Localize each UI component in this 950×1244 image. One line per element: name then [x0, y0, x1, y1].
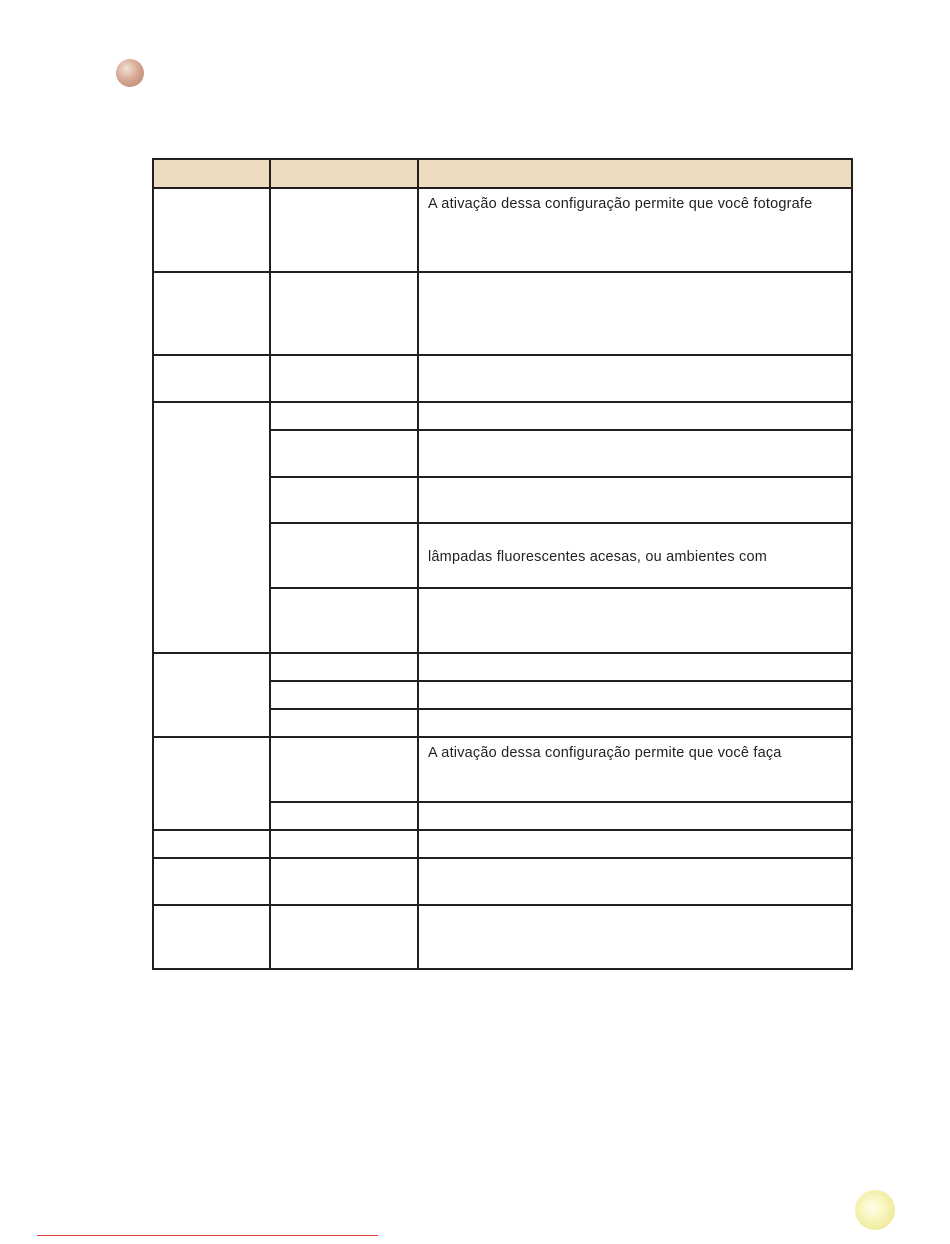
description-text	[428, 431, 851, 438]
header-cell-option	[270, 159, 418, 188]
description-cell	[418, 905, 852, 969]
table-row	[153, 272, 852, 355]
description-text	[428, 831, 851, 838]
description-cell	[418, 858, 852, 905]
option-cell	[270, 802, 418, 830]
description-text	[428, 906, 851, 913]
option-cell	[270, 858, 418, 905]
footer-divider	[37, 1235, 378, 1236]
option-cell	[270, 355, 418, 402]
option-cell	[270, 709, 418, 737]
description-cell	[418, 830, 852, 858]
table-row	[153, 402, 852, 430]
item-cell	[153, 653, 270, 737]
option-cell	[270, 653, 418, 681]
option-cell	[270, 477, 418, 523]
item-cell	[153, 188, 270, 272]
description-cell	[418, 402, 852, 430]
description-cell	[418, 588, 852, 653]
item-cell	[153, 858, 270, 905]
description-text	[428, 710, 851, 717]
option-cell	[270, 588, 418, 653]
description-cell	[418, 737, 852, 802]
option-cell	[270, 272, 418, 355]
description-text	[428, 356, 851, 363]
settings-table	[152, 158, 853, 970]
description-text	[428, 478, 851, 485]
header-cell-description	[418, 159, 852, 188]
description-text: A ativação dessa configuração permite que você faça	[428, 745, 782, 761]
description-text: A ativação dessa configuração permite que você fotografe	[428, 196, 813, 212]
description-text	[428, 654, 851, 661]
item-cell	[153, 272, 270, 355]
item-cell	[153, 737, 270, 830]
table-row	[153, 355, 852, 402]
option-cell	[270, 523, 418, 588]
description-text: lâmpadas fluorescentes acesas, ou ambientes com	[428, 549, 768, 565]
description-cell	[418, 477, 852, 523]
description-cell	[418, 709, 852, 737]
section-bullet-icon	[116, 59, 144, 87]
description-cell	[418, 355, 852, 402]
option-cell	[270, 430, 418, 477]
page-number-badge-icon	[855, 1190, 895, 1230]
description-cell	[418, 523, 852, 588]
table-row	[153, 737, 852, 802]
table-row	[153, 858, 852, 905]
item-cell	[153, 355, 270, 402]
table-row	[153, 830, 852, 858]
description-cell	[418, 802, 852, 830]
description-cell	[418, 430, 852, 477]
table-header-row	[153, 159, 852, 188]
description-text	[428, 682, 851, 689]
table-row	[153, 653, 852, 681]
item-cell	[153, 402, 270, 653]
description-cell	[418, 653, 852, 681]
header-cell-item	[153, 159, 270, 188]
option-cell	[270, 830, 418, 858]
option-cell	[270, 905, 418, 969]
description-text	[428, 403, 851, 410]
option-cell	[270, 402, 418, 430]
item-cell	[153, 830, 270, 858]
description-text	[428, 859, 851, 866]
description-cell	[418, 681, 852, 709]
description-text	[428, 589, 851, 596]
item-cell	[153, 905, 270, 969]
option-cell	[270, 737, 418, 802]
description-text	[428, 273, 851, 280]
option-cell	[270, 681, 418, 709]
description-cell	[418, 272, 852, 355]
table-row	[153, 905, 852, 969]
option-cell	[270, 188, 418, 272]
table-row	[153, 188, 852, 272]
description-cell	[418, 188, 852, 272]
description-text	[428, 803, 851, 810]
